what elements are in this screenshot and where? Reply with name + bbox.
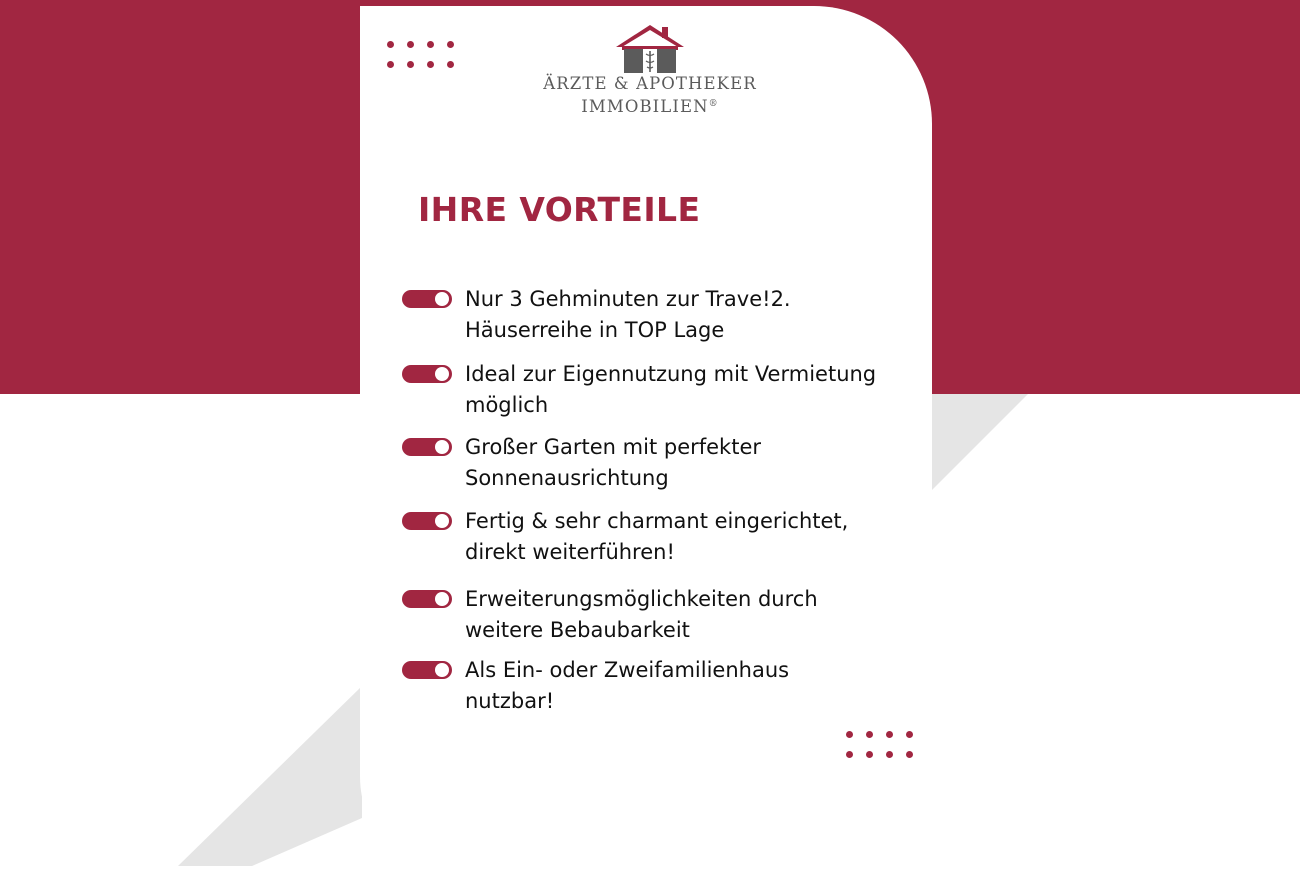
section-title: IHRE VORTEILE — [418, 190, 701, 229]
toggle-switch-icon — [402, 438, 452, 456]
dots-decoration-top — [387, 41, 457, 69]
brand-logo — [540, 24, 760, 117]
toggle-switch-icon — [402, 290, 452, 308]
brand-name-line2: IMMOBILIEN® — [581, 97, 719, 116]
toggle-switch-icon — [402, 365, 452, 383]
benefit-text: Fertig & sehr charmant eingerichtet, direkt weiterführen! — [465, 509, 849, 564]
trademark-symbol: ® — [708, 99, 719, 109]
house-with-caduceus-icon — [614, 24, 686, 74]
benefit-text: Großer Garten mit perfekter Sonnenausrichtung — [465, 435, 762, 490]
toggle-switch-icon — [402, 661, 452, 679]
benefit-text: Erweiterungsmöglichkeiten durch weitere Bebaubarkeit — [465, 587, 818, 642]
toggle-switch-icon — [402, 590, 452, 608]
benefit-text: Nur 3 Gehminuten zur Trave!2. Häuserreihe in TOP Lage — [465, 287, 791, 342]
brand-name-line1: ÄRZTE & APOTHEKER — [543, 74, 757, 93]
benefit-text: Als Ein- oder Zweifamilienhaus nutzbar! — [465, 658, 790, 713]
benefit-text: Ideal zur Eigennutzung mit Vermietung möglich — [465, 362, 877, 417]
dots-decoration-bottom — [846, 731, 916, 759]
toggle-switch-icon — [402, 512, 452, 530]
